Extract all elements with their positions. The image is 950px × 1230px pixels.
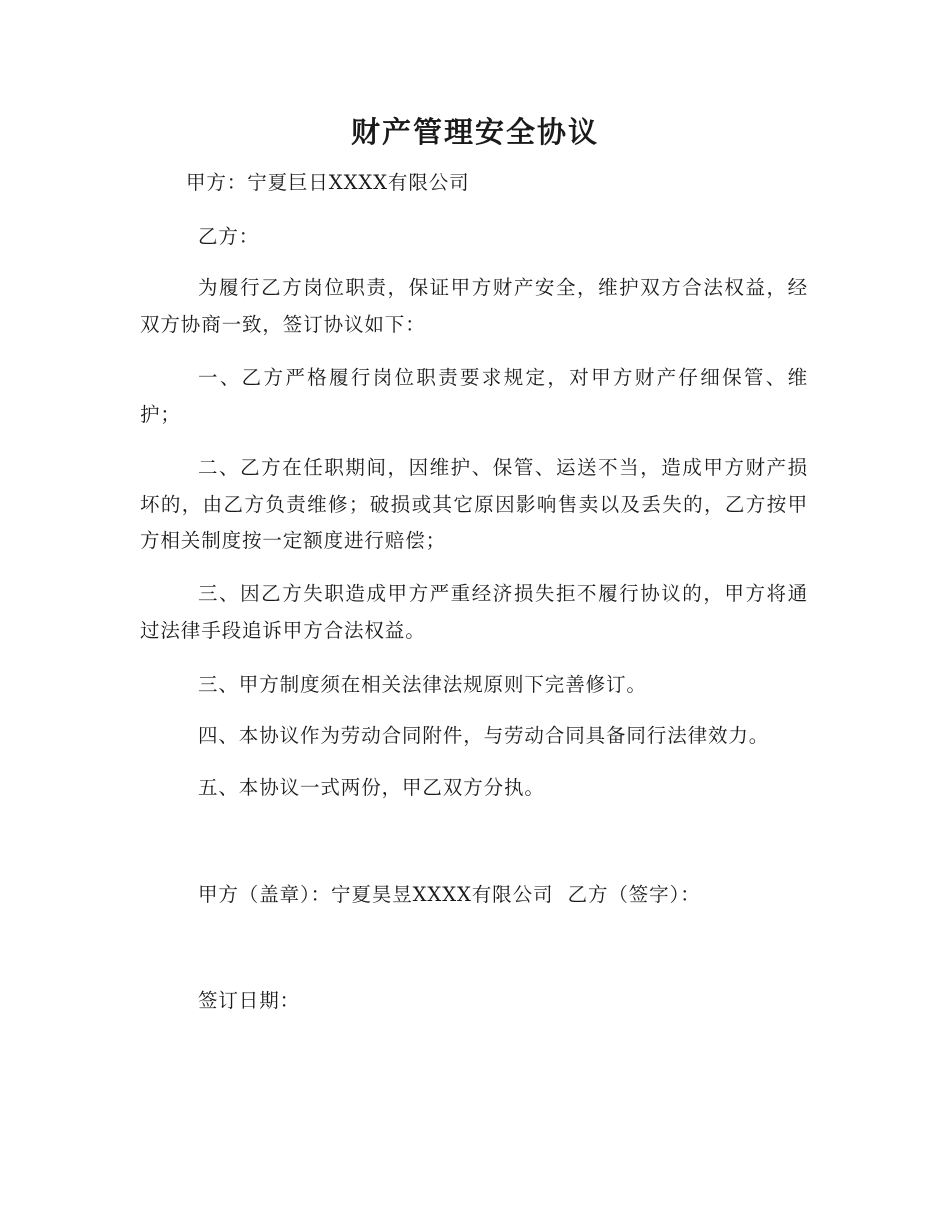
party-b-line: 乙方： [198,225,260,248]
clause-2: 二、乙方在任职期间，因维护、保管、运送不当，造成甲方财产损坏的，由乙方负责维修；破损或其它原因影响售卖以及丢失的，乙方按甲方相关制度按一定额度进行赔偿； [140,456,808,552]
intro-paragraph: 为履行乙方岗位职责，保证甲方财产安全，维护双方合法权益，经双方协商一致，签订协议如下： [140,276,808,336]
clause-1: 一、乙方严格履行岗位职责要求规定，对甲方财产仔细保管、维护； [140,366,808,426]
clause-6: 五、本协议一式两份，甲乙双方分执。 [198,776,545,799]
clause-4: 三、甲方制度须在相关法律法规原则下完善修订。 [198,673,647,696]
sign-date-line: 签订日期： [198,989,301,1012]
clause-5: 四、本协议作为劳动合同附件，与劳动合同具备同行法律效力。 [198,724,770,747]
clause-3: 三、因乙方失职造成甲方严重经济损失拒不履行协议的，甲方将通过法律手段追诉甲方合法权益。 [140,582,808,642]
signature-line: 甲方（盖章）：宁夏昊昱XXXX有限公司 乙方（签字）： [198,883,701,906]
document-title: 财产管理安全协议 [350,115,599,149]
party-a-line: 甲方：宁夏巨日XXXX有限公司 [186,171,470,194]
